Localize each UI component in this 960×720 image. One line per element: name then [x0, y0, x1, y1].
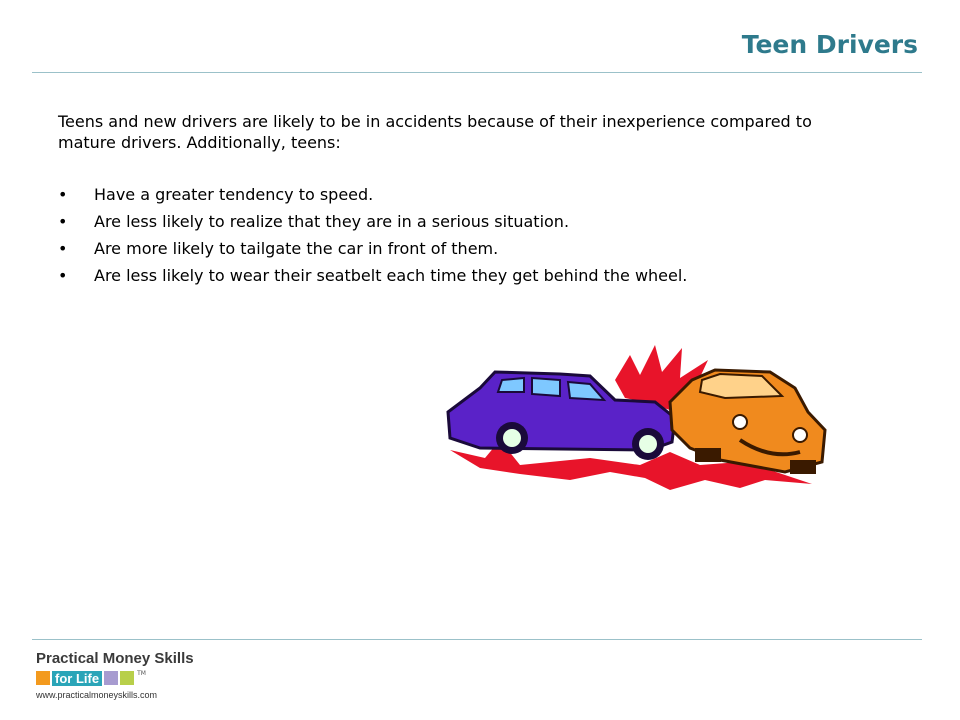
footer-divider [32, 639, 922, 640]
intro-paragraph: Teens and new drivers are likely to be in accidents because of their inexperience compared to mature drivers. Additionally, teens: [58, 112, 812, 152]
bullet-text: Are less likely to wear their seatbelt each time they get behind the wheel. [94, 266, 688, 285]
bullet-dot: • [58, 266, 68, 285]
list-item [58, 238, 878, 259]
brand-logo [36, 650, 216, 704]
bullet-dot: • [58, 185, 68, 204]
bullet-dot: • [58, 239, 68, 258]
logo-square-green [120, 671, 134, 685]
bullet-dot: • [58, 212, 68, 231]
list-item [58, 184, 878, 205]
bullet-text: Are less likely to realize that they are in a serious situation. [94, 212, 570, 231]
bullet-text: Have a greater tendency to speed. [94, 185, 374, 204]
list-item [58, 211, 878, 232]
logo-trademark: TM [137, 670, 146, 677]
bullet-list [58, 184, 878, 292]
orange-car [670, 370, 825, 474]
header-divider [32, 72, 922, 73]
logo-url: www.practicalmoneyskills.com [36, 690, 158, 700]
logo-square-orange [36, 671, 50, 685]
logo-tagline: for Life [52, 671, 102, 686]
logo-square-lavender [104, 671, 118, 685]
bullet-text: Are more likely to tailgate the car in front of them. [94, 239, 499, 258]
logo-title: Practical Money Skills [36, 650, 194, 667]
logo-tagline-row [36, 670, 146, 686]
slide-title: Teen Drivers [741, 30, 918, 59]
car-crash-clipart [440, 340, 860, 500]
list-item [58, 265, 878, 286]
